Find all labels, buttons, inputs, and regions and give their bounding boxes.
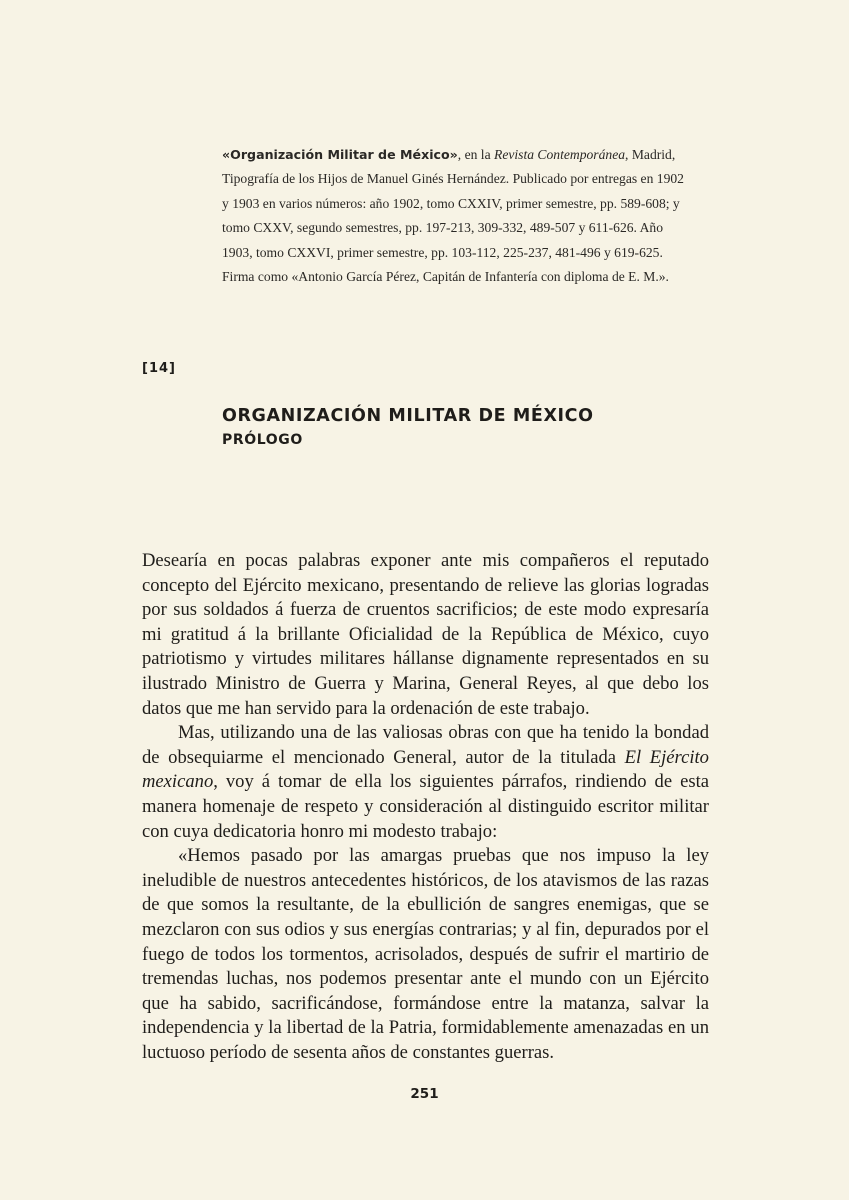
note-paragraph — [222, 143, 692, 289]
body-paragraph-2 — [142, 721, 709, 844]
body-paragraph-2-b: , voy á tomar de ella los siguientes párrafos, rindiendo de esta manera homenaje de respeto y consideración al distinguido escritor militar con cuya dedicatoria honro mi modesto trabajo: — [142, 771, 709, 842]
body-paragraph-2-a: Mas, utilizando una de las valiosas obras con que ha tenido la bondad de obsequiarme el mencionado General, autor de la titulada — [142, 722, 709, 768]
chapter-title: ORGANIZACIÓN MILITAR DE MÉXICO — [222, 406, 594, 426]
book-title: El Ejército mexicano — [142, 746, 709, 793]
note-journal: Revista Contemporánea — [494, 147, 626, 162]
section-number: [14] — [142, 361, 176, 376]
bibliographic-note — [222, 143, 692, 289]
body-text — [142, 549, 709, 1065]
note-text-1: , en la — [457, 147, 495, 162]
page-number: 251 — [410, 1086, 439, 1102]
note-lead: «Organización Militar de México» — [222, 147, 458, 162]
chapter-subtitle: PRÓLOGO — [222, 432, 303, 448]
note-text-2: , Madrid, Tipografía de los Hijos de Manuel Ginés Hernández. Publicado por entregas en 1902 y 1903 en varios números: año 1902, tomo CXXIV, primer semestre, pp. 589-608; y tomo CXXV, segundo semestres, pp. 197-213, 309-332, 489-507 y 611-626. Año 1903, tomo CXXVI, primer semestre, pp. 103-112, 225-237, 481-496 y 619-625. Firma como «Antonio García Pérez, Capitán de Infantería con diploma de E. M.». — [222, 147, 684, 285]
body-paragraph-3: «Hemos pasado por las amargas pruebas que nos impuso la ley ineludible de nuestros antecedentes históricos, de los atavismos de las razas de que somos la resultante, de la ebullición de sangres enemigas, que se mezclaron con sus odios y sus energías contrarias; y al fin, depurados por el fuego de todos los tormentos, acrisolados, después de sufrir el martirio de tremendas luchas, nos podemos presentar ante el mundo con un Ejército que ha sabido, sacrificándose, formándose entre la matanza, salvar la independencia y la libertad de la Patria, formidablemente amenazadas en un luctuoso período de sesenta años de constantes guerras. — [142, 845, 709, 1063]
body-paragraph-1: Desearía en pocas palabras exponer ante mis compañeros el reputado concepto del Ejército mexicano, presentando de relieve las glorias logradas por sus soldados á fuerza de cruentos sacrificios; de este modo expresaría mi gratitud á la brillante Oficialidad de la República de México, cuyo patriotismo y virtudes militares hállanse dignamente representados en su ilustrado Ministro de Guerra y Marina, General Reyes, al que debo los datos que me han servido para la ordenación de este trabajo. — [142, 550, 709, 719]
